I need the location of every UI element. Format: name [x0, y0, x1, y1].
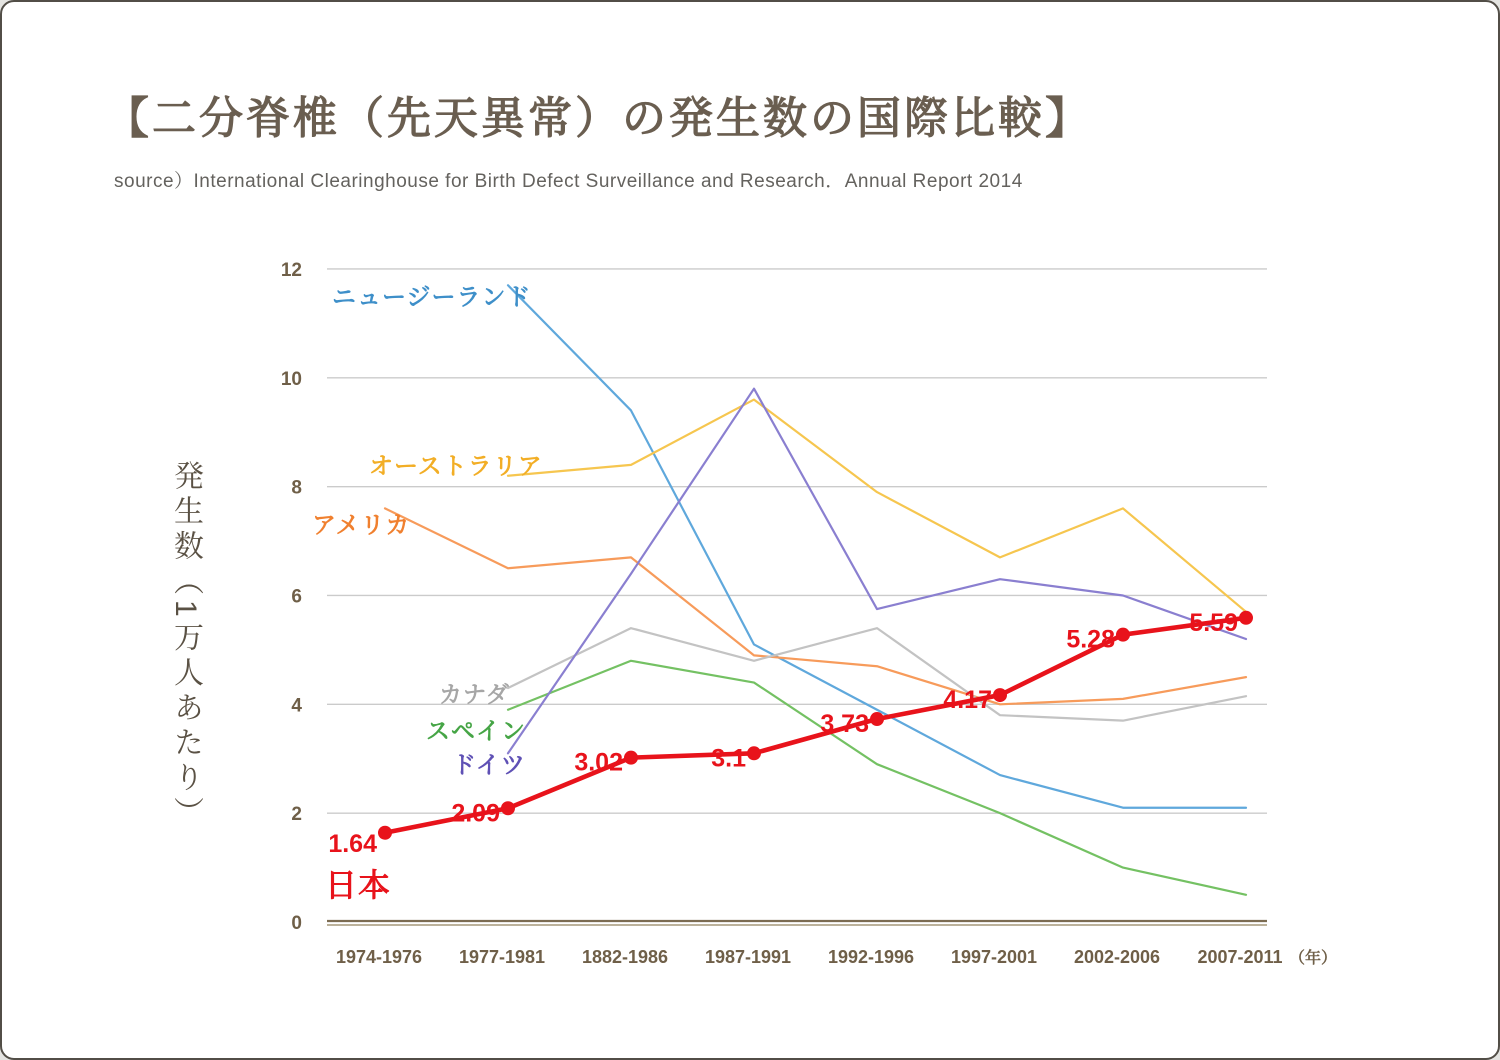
point-label-japan-5: 4.17 — [943, 686, 992, 715]
point-label-japan-0: 1.64 — [328, 829, 377, 858]
y-tick-0: 0 — [291, 913, 302, 934]
y-tick-2: 2 — [291, 804, 302, 826]
y-tick-6: 6 — [291, 586, 302, 608]
data-point-japan-5 — [993, 688, 1007, 702]
series-line-germany — [508, 389, 1246, 754]
x-tick-4: 1992-1996 — [827, 947, 915, 967]
x-tick-6: 2002-2006 — [1073, 947, 1161, 967]
point-label-japan-7: 5.59 — [1189, 608, 1238, 637]
data-point-japan-2 — [624, 751, 638, 765]
series-line-usa — [385, 508, 1246, 704]
y-axis-title: 発生数（1万人あたり） — [169, 460, 202, 832]
x-tick-2: 1882-1986 — [581, 947, 669, 967]
series-label-new-zealand: ニュージーランド — [332, 284, 532, 311]
data-point-japan-4 — [870, 712, 884, 726]
data-point-japan-6 — [1116, 628, 1130, 642]
data-point-japan-3 — [747, 746, 761, 760]
x-axis-unit-label: （年） — [1289, 950, 1338, 967]
data-point-japan-0 — [378, 826, 392, 840]
series-line-new-zealand — [508, 285, 1246, 807]
source-note: source）International Clearinghouse for Birth Defect Surveillance and Research．Annual Report 2014 — [114, 171, 1023, 192]
x-tick-5: 1997-2001 — [950, 947, 1038, 967]
y-tick-12: 12 — [280, 259, 302, 281]
data-point-japan-7 — [1239, 611, 1253, 625]
series-line-canada — [508, 625, 1246, 721]
x-tick-3: 1987-1991 — [704, 947, 792, 967]
y-tick-4: 4 — [291, 695, 302, 717]
series-line-australia — [508, 400, 1246, 612]
y-tick-10: 10 — [280, 368, 302, 390]
point-label-japan-1: 2.09 — [451, 799, 500, 828]
series-label-australia: オーストラリア — [369, 453, 543, 480]
series-label-usa: アメリカ — [312, 512, 411, 539]
point-label-japan-4: 3.73 — [820, 710, 869, 739]
y-tick-8: 8 — [291, 477, 302, 499]
point-label-japan-2: 3.02 — [574, 748, 623, 777]
page-title: 【二分脊椎（先天異常）の発生数の国際比較】 — [105, 94, 1092, 143]
point-label-japan-6: 5.28 — [1066, 625, 1115, 654]
series-label-japan: 日本 — [325, 867, 392, 903]
x-tick-7: 2007-2011 — [1197, 947, 1283, 967]
point-label-japan-3: 3.1 — [711, 744, 746, 773]
series-label-spain: スペイン — [426, 718, 526, 745]
line-chart — [2, 2, 1500, 1060]
x-tick-0: 1974-1976 — [335, 947, 423, 967]
data-point-japan-1 — [501, 801, 515, 815]
series-label-germany: ドイツ — [452, 752, 526, 779]
x-tick-1: 1977-1981 — [458, 947, 546, 967]
series-label-canada: カナダ — [439, 681, 510, 707]
